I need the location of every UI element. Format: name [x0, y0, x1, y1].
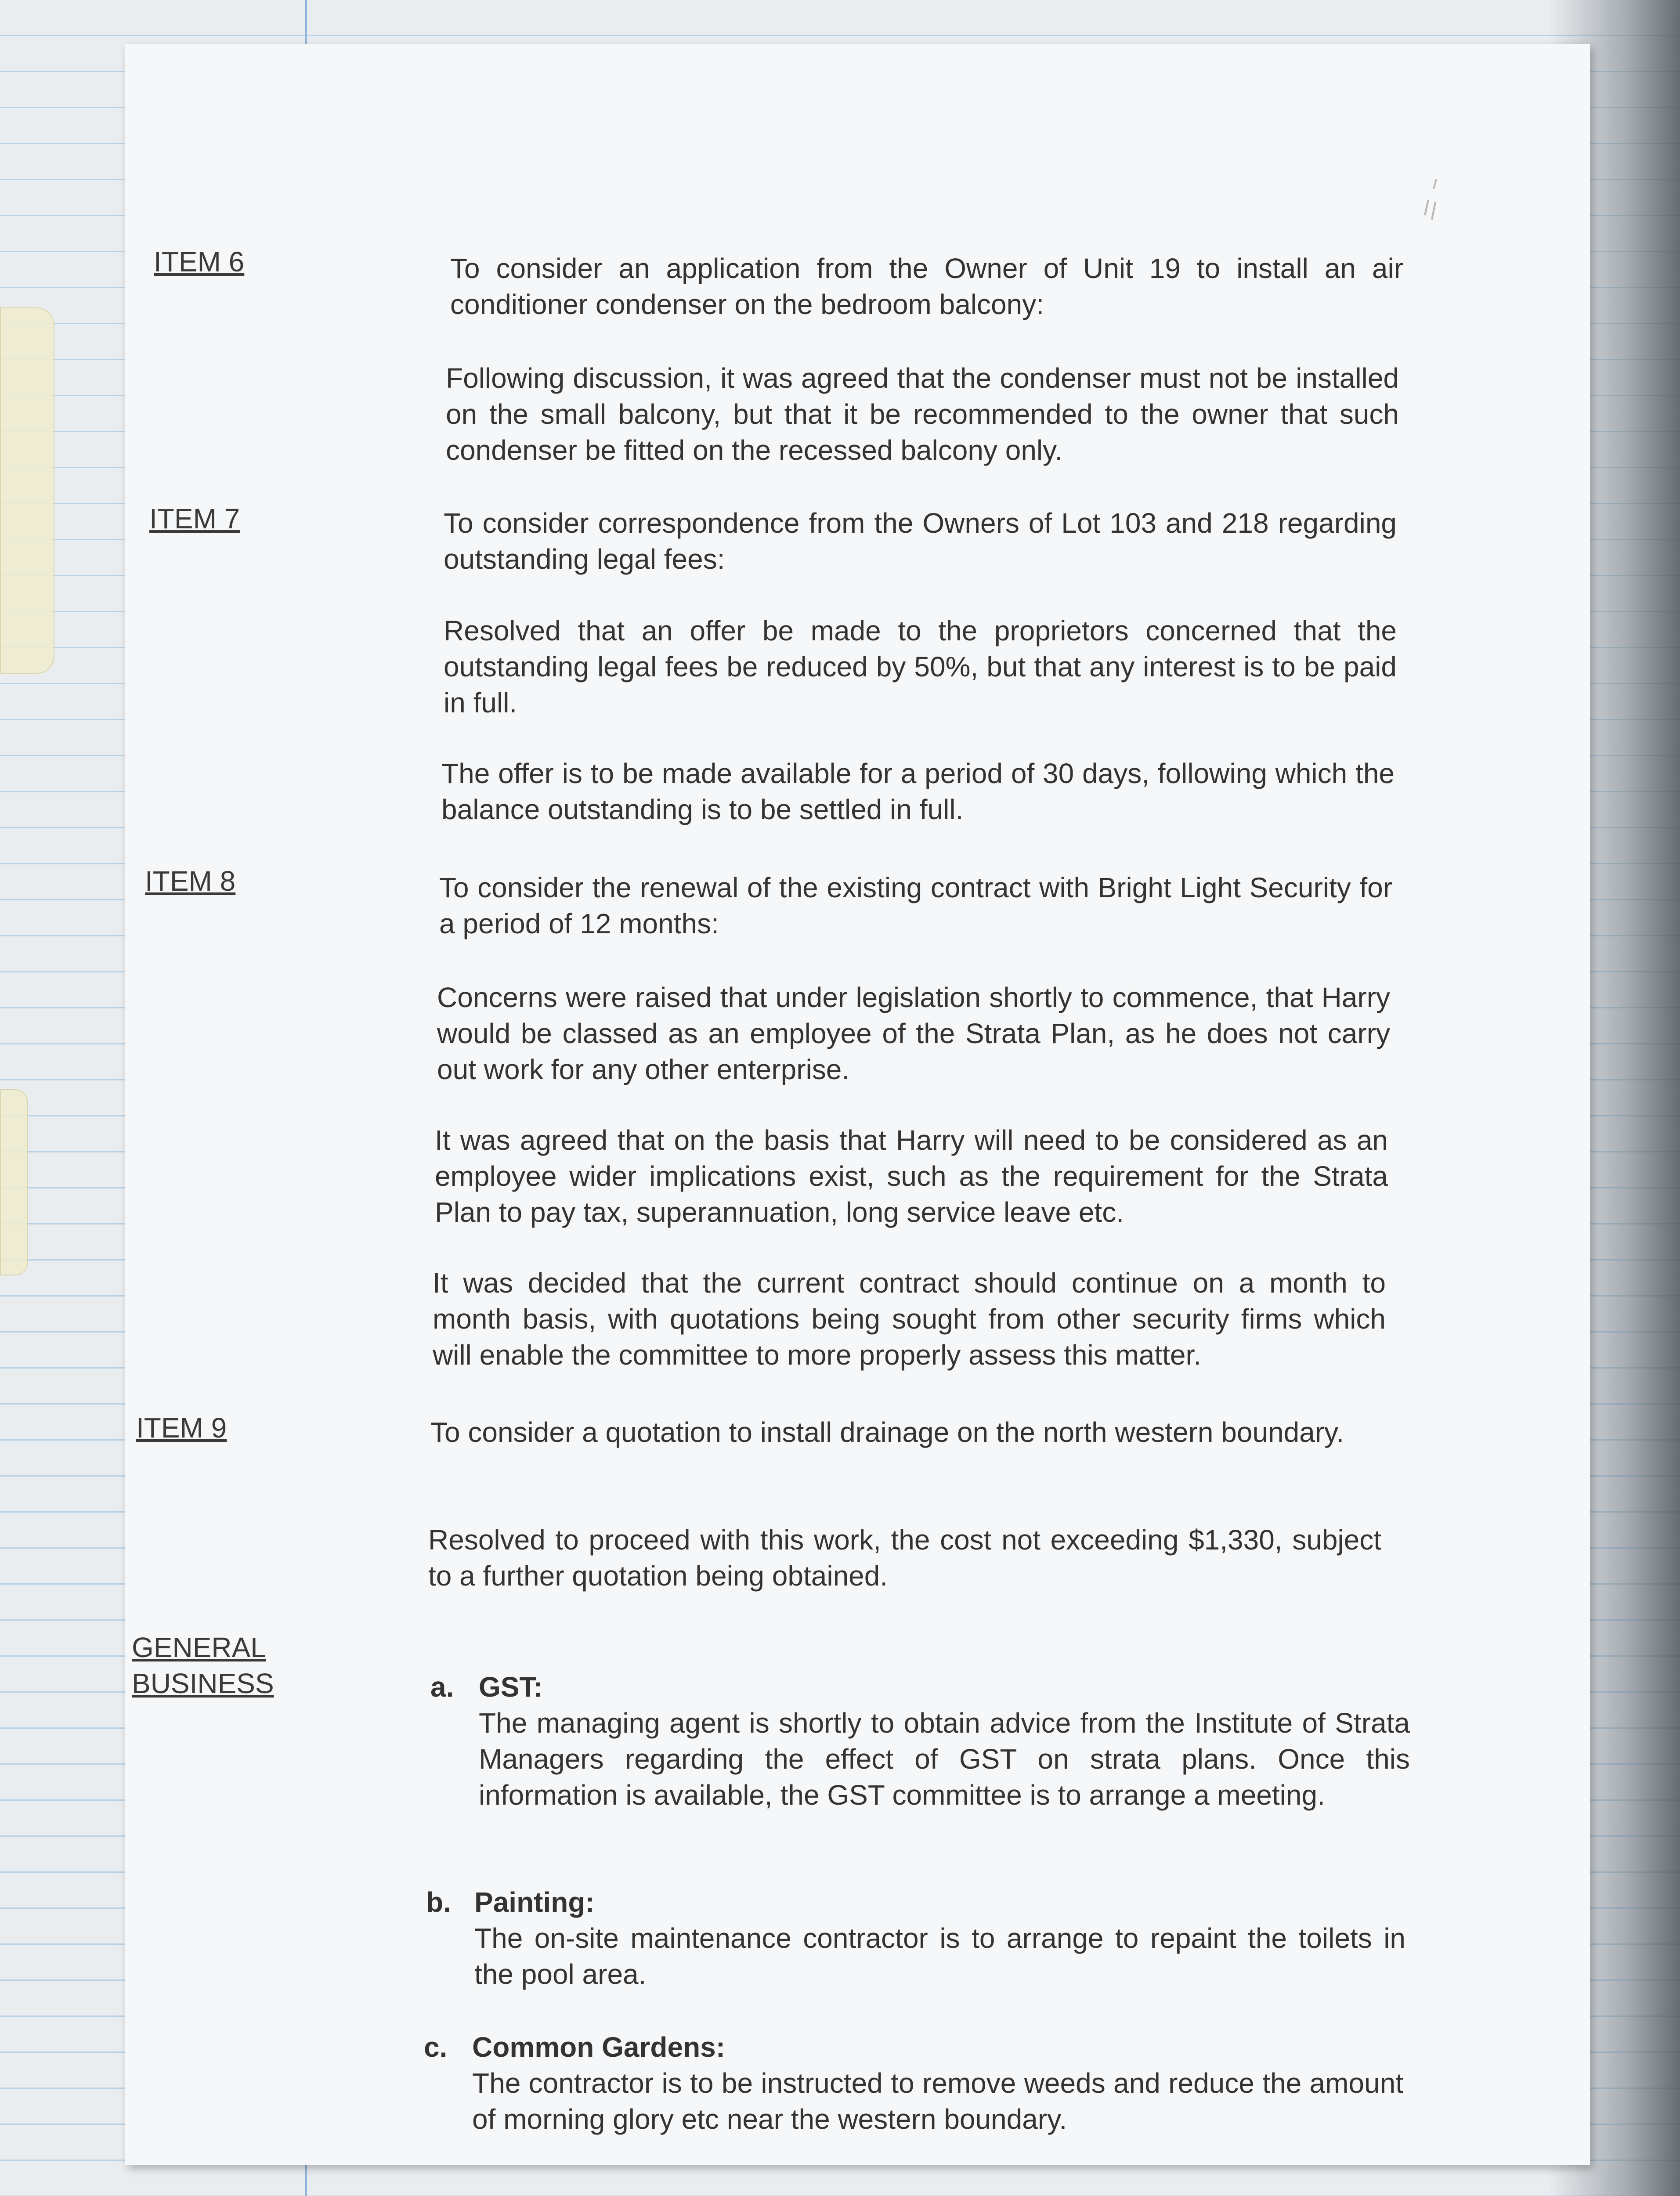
general-business-label-line-1: GENERAL: [132, 1632, 266, 1663]
item-8-paragraph-3: It was agreed that on the basis that Harry will need to be considered as an employee wider implications exist, such as the requirement for the Strata Plan to pay tax, superannuation, long service leave etc.: [435, 1124, 1388, 1228]
entry-c-title: Common Gardens:: [472, 2031, 726, 2063]
entry-c-text: The contractor is to be instructed to remove weeds and reduce the amount of morning glory etc near the western boundary.: [472, 2067, 1403, 2135]
yellow-sticky-tab: [0, 307, 54, 674]
item-8-label: ITEM 8: [145, 865, 236, 897]
entry-a-text: The managing agent is shortly to obtain advice from the Institute of Strata Managers regarding the effect of GST on strata plans. Once this information is available, the GST committee is to arrange a meeting.: [479, 1707, 1410, 1811]
general-business-entry-a: [430, 1669, 1410, 1813]
entry-a-letter: a.: [430, 1671, 454, 1703]
entry-c-letter: c.: [424, 2031, 448, 2063]
item-7-paragraph-3: The offer is to be made available for a period of 30 days, following which the balance outstanding is to be settled in full.: [441, 758, 1395, 825]
item-6-paragraph-2: Following discussion, it was agreed that the condenser must not be installed on the small balcony, but that it be recommended to the owner that such condenser be fitted on the recessed balcony only.: [446, 362, 1399, 466]
item-9-label: ITEM 9: [136, 1412, 227, 1444]
entry-a-title: GST:: [479, 1671, 543, 1703]
item-8-paragraph-4: It was decided that the current contract should continue on a month to month basis, with quotations being sought from other security firms which will enable the committee to more properly assess this matter.: [433, 1267, 1386, 1371]
item-6-paragraph-1: To consider an application from the Owner of Unit 19 to install an air conditioner condenser on the bedroom balcony:: [450, 253, 1403, 320]
item-9-paragraph-2: Resolved to proceed with this work, the cost not exceeding $1,330, subject to a further quotation being obtained.: [428, 1524, 1381, 1592]
item-7-label: ITEM 7: [149, 503, 240, 535]
general-business-entry-c: [424, 2029, 1403, 2137]
item-8-paragraph-1: To consider the renewal of the existing contract with Bright Light Security for a period of 12 months:: [439, 872, 1392, 939]
item-7-paragraph-2: Resolved that an offer be made to the proprietors concerned that the outstanding legal fees be reduced by 50%, but that any interest is to be paid in full.: [444, 615, 1397, 719]
item-6-label: ITEM 6: [154, 246, 245, 278]
general-business-label: [132, 1629, 274, 1701]
item-7-paragraph-1: To consider correspondence from the Owners of Lot 103 and 218 regarding outstanding legal fees:: [444, 507, 1397, 575]
entry-b-letter: b.: [426, 1886, 451, 1918]
item-9-paragraph-1: To consider a quotation to install drainage on the north western boundary.: [430, 1416, 1344, 1448]
entry-b-title: Painting:: [474, 1886, 595, 1918]
general-business-label-line-2: BUSINESS: [132, 1668, 274, 1699]
minutes-page: [125, 44, 1590, 2165]
general-business-entry-b: [426, 1884, 1405, 1992]
item-8-paragraph-2: Concerns were raised that under legislation shortly to commence, that Harry would be classed as an employee of the Strata Plan, as he does not carry out work for any other enterprise.: [437, 982, 1390, 1085]
pencil-mark-icon: [1419, 176, 1445, 224]
yellow-sticky-tab-lower: [0, 1089, 28, 1275]
entry-b-text: The on-site maintenance contractor is to arrange to repaint the toilets in the pool area.: [474, 1922, 1405, 1990]
